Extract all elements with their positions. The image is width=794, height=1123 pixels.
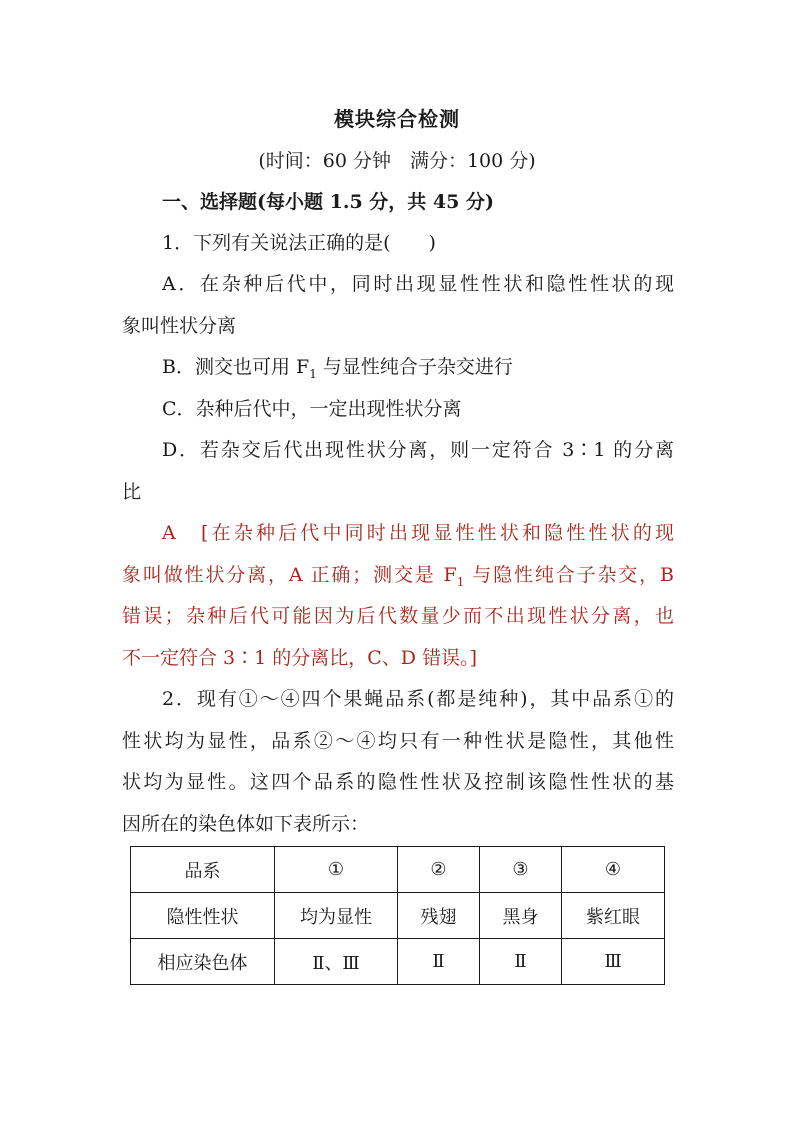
table-cell: 隐性性状 bbox=[131, 893, 275, 939]
question-2-line-4: 因所在的染色体如下表所示： bbox=[122, 813, 370, 835]
section-heading: 一、选择题(每小题 1.5 分，共 45 分) bbox=[162, 191, 494, 213]
question-1-option-c: C．杂种后代中，一定出现性状分离 bbox=[162, 398, 462, 420]
question-2-line-2: 性状均为显性，品系②～④均只有一种性状是隐性，其他性 bbox=[122, 730, 674, 752]
question-1-option-a-cont: 象叫性状分离 bbox=[122, 315, 237, 337]
answer-1-line-4: 不一定符合 3∶1 的分离比，C、D 错误。] bbox=[122, 647, 477, 669]
table-row bbox=[131, 893, 665, 939]
table-row bbox=[131, 847, 665, 893]
document-title: 模块综合检测 bbox=[334, 107, 460, 131]
table-cell: 残翅 bbox=[398, 893, 480, 939]
answer-1-line-3: 错误；杂种后代可能因为后代数量少而不出现性状分离，也 bbox=[122, 605, 674, 627]
answer-1-line-1: A [在杂种后代中同时出现显性性状和隐性性状的现 bbox=[162, 522, 674, 544]
table-cell: 均为显性 bbox=[275, 893, 398, 939]
table-cell: Ⅲ bbox=[562, 939, 665, 985]
fly-strain-table bbox=[130, 846, 665, 985]
question-1-option-b: B．测交也可用 $F_1$ 与显性纯合子杂交进行 bbox=[162, 356, 513, 381]
table-cell: 紫红眼 bbox=[562, 893, 665, 939]
table-cell: 品系 bbox=[131, 847, 275, 893]
question-2-line-3: 状均为显性。这四个品系的隐性性状及控制该隐性性状的基 bbox=[122, 771, 674, 793]
table-cell: Ⅱ、Ⅲ bbox=[275, 939, 398, 985]
table-cell: Ⅱ bbox=[480, 939, 562, 985]
table-row bbox=[131, 939, 665, 985]
answer-1-line-2: 象叫做性状分离，A 正确；测交是 $F_1$ 与隐性纯合子杂交，B bbox=[122, 564, 674, 589]
question-1-option-a: A．在杂种后代中，同时出现显性性状和隐性性状的现 bbox=[162, 273, 674, 295]
table-cell: ② bbox=[398, 847, 480, 893]
table-cell: ④ bbox=[562, 847, 665, 893]
table-cell: 黑身 bbox=[480, 893, 562, 939]
exam-info: (时间：60 分钟 满分：100 分) bbox=[258, 150, 536, 172]
question-1-stem: 1．下列有关说法正确的是( ) bbox=[162, 232, 436, 254]
question-2-line-1: 2．现有①～④四个果蝇品系(都是纯种)，其中品系①的 bbox=[162, 688, 674, 710]
question-1-option-d-cont: 比 bbox=[122, 481, 142, 503]
table-cell: ③ bbox=[480, 847, 562, 893]
table-cell: 相应染色体 bbox=[131, 939, 275, 985]
table-cell: Ⅱ bbox=[398, 939, 480, 985]
question-1-option-d: D．若杂交后代出现性状分离，则一定符合 3∶1 的分离 bbox=[162, 439, 674, 461]
table-cell: ① bbox=[275, 847, 398, 893]
